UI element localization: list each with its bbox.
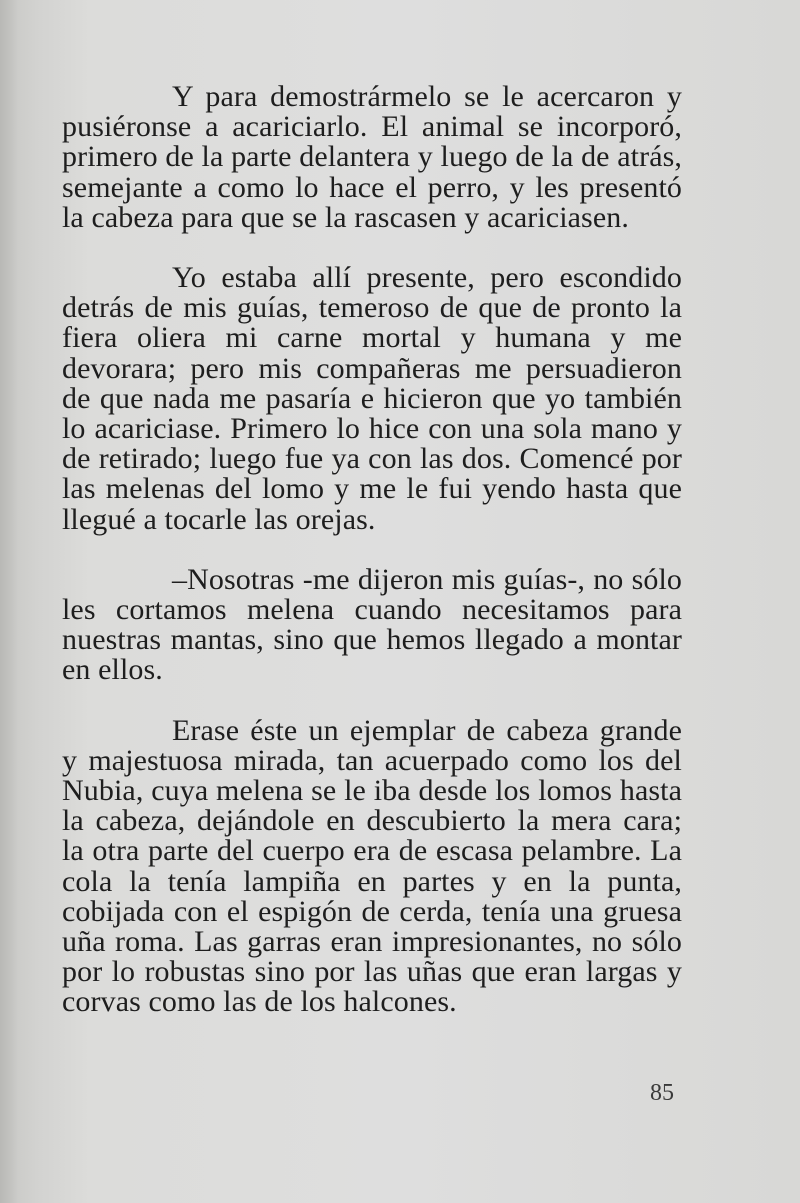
paragraph-1: Y para demostrármelo se le acercaron y pusiéronse a acariciarlo. El animal se incorporó, primero de la parte delantera y luego de la de atrás, semejante a como lo hace el perro, y les presentó la cabeza para que se la rascasen y acariciasen. [62, 80, 682, 234]
paragraph-4: Erase éste un ejemplar de cabeza grande y majestuosa mirada, tan acuerpado como los del Nubia, cuya melena se le iba desde los lomos hasta la cabeza, dejándole en descubierto la mera cara; la otra parte del cuerpo era de escasa pelambre. La cola la tenía lampiña en partes y en la punta, cobijada con el espigón de cerda, tenía una gruesa uña roma. Las garras eran impresionantes, no sólo por lo robustas sino por las uñas que eran largas y corvas como las de los halcones. [62, 713, 682, 1019]
body-text [62, 82, 682, 1018]
paragraph-2: Yo estaba allí presente, pero escondido detrás de mis guías, temeroso de que de pronto la fiera oliera mi carne mortal y humana y me devorara; pero mis compañeras me persuadieron de que nada me pasaría e hicieron que yo también lo acariciase. Primero lo hice con una sola mano y de retirado; luego fue ya con las dos. Comencé por las melenas del lomo y me le fui yendo hasta que llegué a tocarle las orejas. [62, 261, 682, 536]
paragraph-3: –Nosotras -me dijeron mis guías-, no sólo les cortamos melena cuando necesitamos para nuestras mantas, sino que hemos llegado a montar en ellos. [62, 562, 682, 687]
page-number: 85 [650, 1080, 674, 1106]
binding-shadow [0, 0, 18, 1203]
